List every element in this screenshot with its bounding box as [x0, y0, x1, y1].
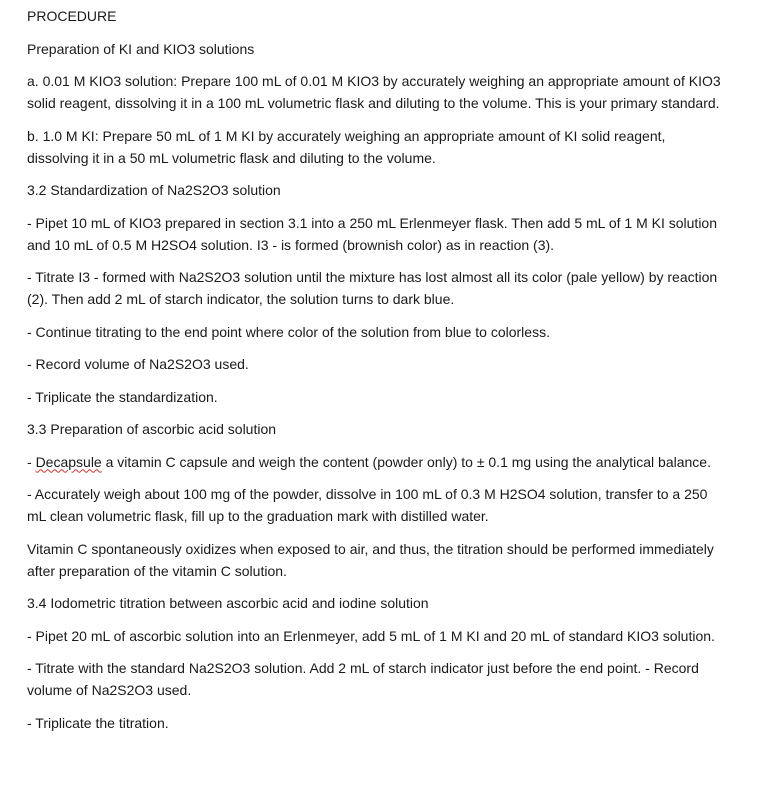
section-3-3-heading: 3.3 Preparation of ascorbic acid solution	[27, 421, 277, 437]
decapsule-step-rest: a vitamin C capsule and weigh the content (powder only) to ± 0.1 mg using the analytical balance.	[101, 453, 711, 470]
section-3-4-heading: 3.4 Iodometric titration between ascorbic acid and iodine solution	[27, 595, 429, 611]
titrate-i3-step: - Titrate I3 - formed with Na2S2O3 solution until the mixture has lost almost all its color (pale yellow) by reaction (2). Then add 2 mL of starch indicator, the solution turns to dark blue.	[27, 269, 718, 307]
titrate-standard-step: - Titrate with the standard Na2S2O3 solution. Add 2 mL of starch indicator just before the end point. - Record volume of Na2S2O3 used.	[27, 660, 699, 698]
section-3-1-heading: Preparation of KI and KIO3 solutions	[27, 40, 255, 57]
ki-solution-paragraph: b. 1.0 M KI: Prepare 50 mL of 1 M KI by accurately weighing an appropriate amount of KI solid reagent, dissolving it in a 50 mL volumetric flask and diluting to the volume.	[27, 127, 666, 166]
triplicate-standardization-step: - Triplicate the standardization.	[27, 388, 218, 405]
triplicate-titration-step: - Triplicate the titration.	[27, 714, 169, 731]
procedure-title: PROCEDURE	[27, 8, 117, 24]
section-3-2-heading: 3.2 Standardization of Na2S2O3 solution	[27, 182, 281, 198]
pipet-ascorbic-step: - Pipet 20 mL of ascorbic solution into an Erlenmeyer, add 5 mL of 1 M KI and 20 mL of standard KIO3 solution.	[27, 627, 715, 644]
continue-titrating-step: - Continue titrating to the end point where color of the solution from blue to colorless.	[27, 323, 550, 340]
weigh-powder-step: - Accurately weigh about 100 mg of the powder, dissolve in 100 mL of 0.3 M H2SO4 solution, transfer to a 250 mL clean volumetric flask, fill up to the graduation mark with distilled water.	[27, 486, 708, 524]
decapsule-step-prefix: -	[27, 453, 36, 470]
kio3-solution-paragraph: a. 0.01 M KIO3 solution: Prepare 100 mL of 0.01 M KIO3 by accurately weighing an appropriate amount of KIO3 solid reagent, dissolving it in a 100 mL volumetric flask and diluting to the volume. This is your primary standard.	[27, 73, 721, 111]
document-body	[27, 5, 727, 744]
pipet-kio3-step: - Pipet 10 mL of KIO3 prepared in section 3.1 into a 250 mL Erlenmeyer flask. Then add 5 mL of 1 M KI solution and 10 mL of 0.5 M H2SO4 solution. I3 - is formed (brownish color) as in reaction (3).	[27, 214, 717, 253]
decapsule-step	[27, 451, 727, 473]
record-volume-step: - Record volume of Na2S2O3 used.	[27, 356, 249, 372]
misspelled-word-decapsule[interactable]: Decapsule	[35, 453, 102, 470]
vitamin-c-oxidation-note: Vitamin C spontaneously oxidizes when exposed to air, and thus, the titration should be performed immediately after preparation of the vitamin C solution.	[27, 540, 714, 579]
